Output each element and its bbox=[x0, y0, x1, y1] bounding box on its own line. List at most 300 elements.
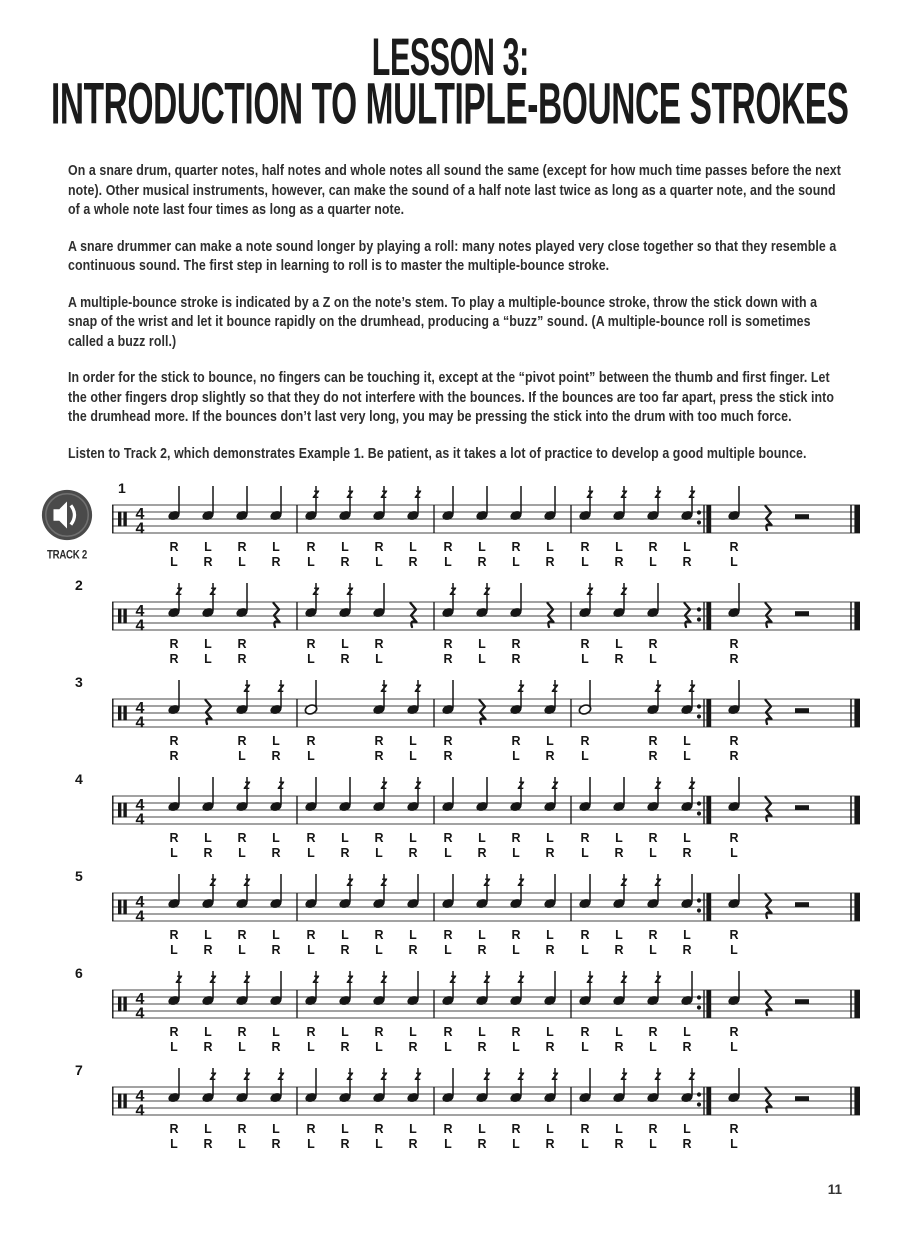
sticking-top: L bbox=[409, 1122, 417, 1136]
buzz-note bbox=[372, 874, 388, 909]
buzz-note bbox=[304, 971, 320, 1006]
quarter-note bbox=[680, 874, 694, 909]
buzz-z-mark: z bbox=[414, 680, 422, 695]
buzz-note bbox=[680, 1068, 696, 1103]
sticking-bottom: L bbox=[375, 652, 383, 666]
sticking-top: R bbox=[443, 540, 453, 554]
exercise-3 bbox=[75, 674, 900, 772]
sticking-top: R bbox=[443, 928, 453, 942]
repeat-barline bbox=[706, 893, 711, 921]
sticking-bottom: R bbox=[682, 1137, 692, 1151]
sticking-bottom: L bbox=[730, 943, 738, 957]
sticking-bottom: R bbox=[374, 749, 384, 763]
sticking-top: R bbox=[169, 1025, 179, 1039]
buzz-z-mark: z bbox=[620, 874, 628, 889]
quarter-note bbox=[578, 874, 592, 909]
sticking-bottom: L bbox=[512, 749, 520, 763]
buzz-note bbox=[304, 583, 320, 618]
sticking-top: R bbox=[648, 734, 658, 748]
sticking-top: R bbox=[237, 637, 247, 651]
sticking-top: R bbox=[648, 831, 658, 845]
buzz-z-mark: z bbox=[312, 971, 320, 986]
paragraph-2: A snare drummer can make a note sound longer by playing a roll: many notes played very close together so that they resemble a continuous sound. The first step in learning to roll is to master the multiple-bounce stroke. bbox=[68, 238, 837, 274]
sticking-top: L bbox=[341, 1122, 349, 1136]
buzz-z-mark: z bbox=[654, 777, 662, 792]
sticking-bottom: L bbox=[730, 555, 738, 569]
sticking-bottom: R bbox=[203, 555, 213, 569]
buzz-z-mark: z bbox=[517, 777, 525, 792]
sticking-top: L bbox=[272, 1025, 280, 1039]
sticking-bottom: L bbox=[581, 749, 589, 763]
sticking-top: R bbox=[511, 831, 521, 845]
sticking-bottom: L bbox=[649, 652, 657, 666]
track-label: TRACK 2 bbox=[47, 548, 87, 562]
track-badge bbox=[36, 487, 98, 561]
sticking-top: R bbox=[169, 734, 179, 748]
quarter-note bbox=[441, 874, 455, 909]
buzz-z-mark: z bbox=[620, 971, 628, 986]
sticking-bottom: L bbox=[307, 1040, 315, 1054]
sticking-bottom: R bbox=[340, 846, 350, 860]
sticking-top: R bbox=[306, 734, 316, 748]
buzz-note bbox=[612, 971, 628, 1006]
buzz-note bbox=[646, 874, 662, 909]
buzz-note bbox=[372, 486, 388, 521]
sticking-top: L bbox=[546, 540, 554, 554]
buzz-z-mark: z bbox=[688, 680, 696, 695]
buzz-note bbox=[372, 777, 388, 812]
exercises bbox=[47, 480, 900, 1160]
buzz-note bbox=[509, 1068, 525, 1103]
sticking-bottom: R bbox=[614, 652, 624, 666]
quarter-note bbox=[727, 583, 741, 618]
buzz-z-mark: z bbox=[654, 680, 662, 695]
sticking-top: L bbox=[204, 1122, 212, 1136]
exercise-1 bbox=[47, 480, 900, 578]
time-sig-bottom: 4 bbox=[135, 811, 145, 829]
sticking-top: L bbox=[272, 540, 280, 554]
staff-system-1 bbox=[112, 481, 860, 571]
sticking-bottom: R bbox=[169, 749, 179, 763]
sticking-top: L bbox=[409, 540, 417, 554]
sticking-bottom: R bbox=[545, 943, 555, 957]
sticking-bottom: R bbox=[648, 749, 658, 763]
sticking-top: R bbox=[306, 637, 316, 651]
staff-system-2 bbox=[112, 578, 860, 668]
sticking-top: R bbox=[374, 734, 384, 748]
sticking-bottom: L bbox=[238, 1137, 246, 1151]
buzz-note bbox=[543, 777, 559, 812]
time-sig-top: 4 bbox=[135, 700, 145, 717]
quarter-note bbox=[167, 874, 181, 909]
half-rest bbox=[795, 999, 809, 1004]
sticking-top: L bbox=[615, 831, 623, 845]
sticking-top: R bbox=[306, 831, 316, 845]
quarter-note bbox=[201, 777, 215, 812]
sticking-top: R bbox=[729, 734, 739, 748]
quarter-note bbox=[304, 874, 318, 909]
sticking-top: L bbox=[409, 928, 417, 942]
sticking-top: R bbox=[237, 831, 247, 845]
speaker-icon bbox=[39, 487, 95, 543]
paragraph-5: Listen to Track 2, which demonstrates Example 1. Be patient, as it takes a lot of practice to develop a good multiple bounce. bbox=[68, 445, 807, 462]
repeat-barline bbox=[706, 796, 711, 824]
sticking-top: R bbox=[511, 1025, 521, 1039]
sticking-bottom: R bbox=[408, 1137, 418, 1151]
sticking-bottom: R bbox=[169, 652, 179, 666]
time-sig-bottom: 4 bbox=[135, 520, 145, 538]
sticking-bottom: L bbox=[307, 943, 315, 957]
staff-system-3 bbox=[112, 675, 860, 765]
buzz-z-mark: z bbox=[654, 874, 662, 889]
sticking-bottom: L bbox=[730, 1137, 738, 1151]
quarter-note bbox=[727, 874, 741, 909]
sticking-bottom: L bbox=[649, 1137, 657, 1151]
sticking-bottom: L bbox=[512, 1137, 520, 1151]
sticking-top: L bbox=[204, 928, 212, 942]
buzz-note bbox=[475, 583, 491, 618]
buzz-z-mark: z bbox=[517, 1068, 525, 1083]
time-sig-bottom: 4 bbox=[135, 1005, 145, 1023]
buzz-note bbox=[475, 1068, 491, 1103]
buzz-note bbox=[372, 971, 388, 1006]
sticking-top: L bbox=[546, 1025, 554, 1039]
sticking-bottom: R bbox=[545, 555, 555, 569]
buzz-note bbox=[509, 874, 525, 909]
sticking-bottom: L bbox=[444, 943, 452, 957]
buzz-note bbox=[680, 486, 696, 521]
buzz-z-mark: z bbox=[449, 971, 457, 986]
quarter-note bbox=[269, 874, 283, 909]
buzz-note bbox=[372, 680, 388, 715]
sticking-bottom: R bbox=[237, 652, 247, 666]
buzz-note bbox=[167, 971, 183, 1006]
sticking-bottom: L bbox=[649, 1040, 657, 1054]
buzz-z-mark: z bbox=[243, 680, 251, 695]
sticking-top: R bbox=[306, 1122, 316, 1136]
sticking-top: L bbox=[204, 540, 212, 554]
buzz-z-mark: z bbox=[380, 971, 388, 986]
sticking-top: R bbox=[580, 928, 590, 942]
lesson-title bbox=[0, 28, 900, 138]
sticking-top: R bbox=[443, 1025, 453, 1039]
sticking-top: L bbox=[204, 637, 212, 651]
sticking-bottom: L bbox=[444, 555, 452, 569]
percussion-clef bbox=[118, 997, 121, 1012]
staff-system-7 bbox=[112, 1063, 860, 1153]
sticking-top: L bbox=[478, 1122, 486, 1136]
quarter-note bbox=[578, 777, 592, 812]
sticking-bottom: R bbox=[340, 943, 350, 957]
sticking-top: L bbox=[683, 928, 691, 942]
sticking-bottom: R bbox=[477, 1040, 487, 1054]
sticking-bottom: R bbox=[477, 1137, 487, 1151]
percussion-clef bbox=[118, 512, 121, 527]
sticking-bottom: L bbox=[730, 1040, 738, 1054]
buzz-z-mark: z bbox=[586, 583, 594, 598]
lesson-title-line1: LESSON 3: bbox=[371, 28, 529, 87]
buzz-note bbox=[646, 971, 662, 1006]
buzz-note bbox=[441, 971, 457, 1006]
sticking-top: R bbox=[511, 1122, 521, 1136]
sticking-bottom: R bbox=[340, 1040, 350, 1054]
buzz-note bbox=[406, 1068, 422, 1103]
final-barline bbox=[854, 893, 860, 921]
repeat-barline bbox=[706, 990, 711, 1018]
sticking-bottom: L bbox=[238, 943, 246, 957]
half-rest bbox=[795, 708, 809, 713]
sticking-bottom: R bbox=[545, 846, 555, 860]
repeat-barline bbox=[706, 1087, 711, 1115]
quarter-note bbox=[304, 777, 318, 812]
sticking-top: L bbox=[478, 637, 486, 651]
buzz-z-mark: z bbox=[175, 971, 183, 986]
buzz-note bbox=[543, 680, 559, 715]
buzz-z-mark: z bbox=[620, 583, 628, 598]
quarter-note bbox=[727, 971, 741, 1006]
sticking-bottom: L bbox=[581, 1137, 589, 1151]
buzz-note bbox=[201, 971, 217, 1006]
buzz-note bbox=[578, 971, 594, 1006]
buzz-z-mark: z bbox=[175, 583, 183, 598]
sticking-top: L bbox=[546, 928, 554, 942]
half-rest bbox=[795, 514, 809, 519]
sticking-bottom: L bbox=[649, 846, 657, 860]
buzz-z-mark: z bbox=[380, 777, 388, 792]
sticking-top: R bbox=[443, 831, 453, 845]
buzz-z-mark: z bbox=[586, 971, 594, 986]
sticking-top: R bbox=[729, 637, 739, 651]
buzz-note bbox=[578, 486, 594, 521]
quarter-note bbox=[612, 777, 626, 812]
sticking-bottom: R bbox=[729, 749, 739, 763]
exercise-6 bbox=[75, 965, 900, 1063]
quarter-note bbox=[167, 777, 181, 812]
buzz-z-mark: z bbox=[551, 777, 559, 792]
buzz-z-mark: z bbox=[586, 486, 594, 501]
buzz-note bbox=[201, 1068, 217, 1103]
sticking-bottom: L bbox=[375, 1137, 383, 1151]
sticking-bottom: R bbox=[408, 1040, 418, 1054]
quarter-note bbox=[406, 874, 420, 909]
exercise-number: 7 bbox=[75, 1062, 83, 1078]
sticking-top: L bbox=[204, 831, 212, 845]
sticking-top: R bbox=[511, 928, 521, 942]
quarter-note bbox=[680, 971, 694, 1006]
sticking-bottom: R bbox=[271, 1137, 281, 1151]
half-rest bbox=[795, 805, 809, 810]
buzz-z-mark: z bbox=[380, 874, 388, 889]
quarter-note bbox=[406, 971, 420, 1006]
buzz-z-mark: z bbox=[551, 680, 559, 695]
sticking-top: R bbox=[237, 734, 247, 748]
quarter-note bbox=[441, 1068, 455, 1103]
percussion-clef bbox=[118, 609, 121, 624]
buzz-z-mark: z bbox=[688, 777, 696, 792]
sticking-top: R bbox=[169, 1122, 179, 1136]
sticking-bottom: R bbox=[545, 1040, 555, 1054]
buzz-z-mark: z bbox=[209, 874, 217, 889]
paragraph-1: On a snare drum, quarter notes, half notes and whole notes all sound the same (except for how much time passes before the next note). Other musical instruments, however, can make the sound of a half note last twice as long as a quarter note, and the sound of a whole note last four times as long as a quarter note. bbox=[68, 163, 841, 218]
sticking-bottom: L bbox=[238, 555, 246, 569]
final-barline bbox=[854, 602, 860, 630]
sticking-bottom: L bbox=[683, 749, 691, 763]
sticking-top: L bbox=[341, 928, 349, 942]
sticking-bottom: R bbox=[203, 1040, 213, 1054]
buzz-note bbox=[509, 777, 525, 812]
sticking-bottom: L bbox=[581, 555, 589, 569]
buzz-z-mark: z bbox=[380, 1068, 388, 1083]
buzz-note bbox=[543, 1068, 559, 1103]
buzz-note bbox=[646, 1068, 662, 1103]
sticking-top: R bbox=[580, 540, 590, 554]
buzz-note bbox=[372, 1068, 388, 1103]
sticking-bottom: R bbox=[203, 943, 213, 957]
buzz-note bbox=[475, 874, 491, 909]
sticking-bottom: L bbox=[307, 1137, 315, 1151]
paragraph-4: In order for the stick to bounce, no fingers can be touching it, except at the “pivot point” between the thumb and first finger. Let the other fingers drop slightly so that they do not interfere with the bounces. If the bounces are too far apart, press the stick into the drumhead more. If the bounces don’t last very long, you may be pressing the stick into the drum with too much force. bbox=[68, 370, 835, 425]
sticking-top: R bbox=[648, 540, 658, 554]
quarter-note bbox=[441, 777, 455, 812]
sticking-top: R bbox=[374, 928, 384, 942]
sticking-top: L bbox=[341, 540, 349, 554]
sticking-top: R bbox=[169, 637, 179, 651]
buzz-z-mark: z bbox=[209, 971, 217, 986]
sticking-top: R bbox=[237, 1122, 247, 1136]
time-sig-bottom: 4 bbox=[135, 617, 145, 635]
sticking-bottom: L bbox=[649, 555, 657, 569]
sticking-bottom: L bbox=[307, 652, 315, 666]
sticking-bottom: L bbox=[512, 846, 520, 860]
buzz-note bbox=[235, 874, 251, 909]
sticking-bottom: R bbox=[271, 555, 281, 569]
buzz-note bbox=[509, 971, 525, 1006]
time-sig-top: 4 bbox=[135, 1088, 145, 1105]
buzz-note bbox=[338, 874, 354, 909]
buzz-note bbox=[269, 1068, 285, 1103]
sticking-bottom: R bbox=[477, 943, 487, 957]
buzz-z-mark: z bbox=[346, 1068, 354, 1083]
sticking-bottom: R bbox=[614, 1137, 624, 1151]
quarter-note bbox=[543, 486, 557, 521]
sticking-bottom: R bbox=[443, 749, 453, 763]
sticking-bottom: R bbox=[271, 749, 281, 763]
exercise-number: 6 bbox=[75, 965, 83, 981]
buzz-note bbox=[680, 777, 696, 812]
exercise-7 bbox=[75, 1062, 900, 1160]
sticking-bottom: L bbox=[649, 943, 657, 957]
buzz-z-mark: z bbox=[483, 874, 491, 889]
quarter-note bbox=[235, 583, 249, 618]
buzz-note bbox=[304, 486, 320, 521]
repeat-barline bbox=[706, 505, 711, 533]
buzz-z-mark: z bbox=[551, 1068, 559, 1083]
buzz-note bbox=[338, 971, 354, 1006]
sticking-top: R bbox=[729, 831, 739, 845]
sticking-bottom: R bbox=[729, 652, 739, 666]
sticking-bottom: R bbox=[614, 555, 624, 569]
buzz-note bbox=[235, 777, 251, 812]
sticking-top: R bbox=[443, 637, 453, 651]
quarter-note bbox=[167, 486, 181, 521]
sticking-top: L bbox=[546, 734, 554, 748]
buzz-note bbox=[338, 486, 354, 521]
quarter-note bbox=[509, 583, 523, 618]
sticking-top: L bbox=[204, 1025, 212, 1039]
sticking-bottom: R bbox=[614, 1040, 624, 1054]
sticking-top: L bbox=[272, 928, 280, 942]
buzz-note bbox=[612, 583, 628, 618]
quarter-note bbox=[338, 777, 352, 812]
buzz-z-mark: z bbox=[243, 971, 251, 986]
percussion-clef bbox=[118, 1094, 121, 1109]
buzz-z-mark: z bbox=[654, 971, 662, 986]
sticking-top: R bbox=[580, 734, 590, 748]
buzz-z-mark: z bbox=[209, 583, 217, 598]
buzz-z-mark: z bbox=[312, 583, 320, 598]
sticking-bottom: R bbox=[203, 846, 213, 860]
sticking-top: R bbox=[729, 928, 739, 942]
sticking-bottom: L bbox=[581, 943, 589, 957]
quarter-note bbox=[543, 971, 557, 1006]
buzz-note bbox=[269, 680, 285, 715]
sticking-bottom: R bbox=[682, 846, 692, 860]
buzz-z-mark: z bbox=[654, 486, 662, 501]
sticking-bottom: L bbox=[307, 555, 315, 569]
buzz-z-mark: z bbox=[414, 777, 422, 792]
sticking-top: R bbox=[306, 1025, 316, 1039]
paragraph-3: A multiple-bounce stroke is indicated by a Z on the note’s stem. To play a multiple-bounce stroke, throw the stick down with a snap of the wrist and let it bounce rapidly on the drumhead, producing a “buzz” sound. (A multiple-bounce roll is sometimes called a buzz roll.) bbox=[68, 294, 818, 350]
buzz-note bbox=[406, 680, 422, 715]
sticking-top: L bbox=[546, 1122, 554, 1136]
staff-system-4 bbox=[112, 772, 860, 862]
sticking-bottom: L bbox=[238, 846, 246, 860]
sticking-bottom: L bbox=[170, 1137, 178, 1151]
sticking-top: L bbox=[683, 831, 691, 845]
sticking-bottom: R bbox=[477, 555, 487, 569]
sticking-bottom: R bbox=[340, 555, 350, 569]
half-rest bbox=[795, 611, 809, 616]
sticking-bottom: L bbox=[238, 749, 246, 763]
buzz-note bbox=[201, 583, 217, 618]
buzz-note bbox=[578, 583, 594, 618]
buzz-z-mark: z bbox=[688, 486, 696, 501]
sticking-top: L bbox=[615, 1122, 623, 1136]
buzz-note bbox=[235, 680, 251, 715]
sticking-bottom: L bbox=[204, 652, 212, 666]
quarter-note bbox=[578, 1068, 592, 1103]
sticking-bottom: R bbox=[271, 1040, 281, 1054]
time-sig-bottom: 4 bbox=[135, 1102, 145, 1120]
half-rest bbox=[795, 1096, 809, 1101]
buzz-z-mark: z bbox=[414, 1068, 422, 1083]
buzz-z-mark: z bbox=[346, 874, 354, 889]
lesson-title-line2: INTRODUCTION TO MULTIPLE-BOUNCE STROKES bbox=[51, 72, 849, 137]
quarter-note bbox=[727, 486, 741, 521]
exercise-number: 5 bbox=[75, 868, 83, 884]
sticking-top: L bbox=[615, 1025, 623, 1039]
time-sig-top: 4 bbox=[135, 603, 145, 620]
quarter-note bbox=[475, 486, 489, 521]
staff-system-5 bbox=[112, 869, 860, 959]
quarter-note bbox=[304, 1068, 318, 1103]
sticking-bottom: L bbox=[170, 943, 178, 957]
exercise-number: 4 bbox=[75, 771, 83, 787]
buzz-z-mark: z bbox=[243, 1068, 251, 1083]
buzz-z-mark: z bbox=[243, 874, 251, 889]
sticking-top: R bbox=[648, 637, 658, 651]
sticking-top: L bbox=[683, 734, 691, 748]
